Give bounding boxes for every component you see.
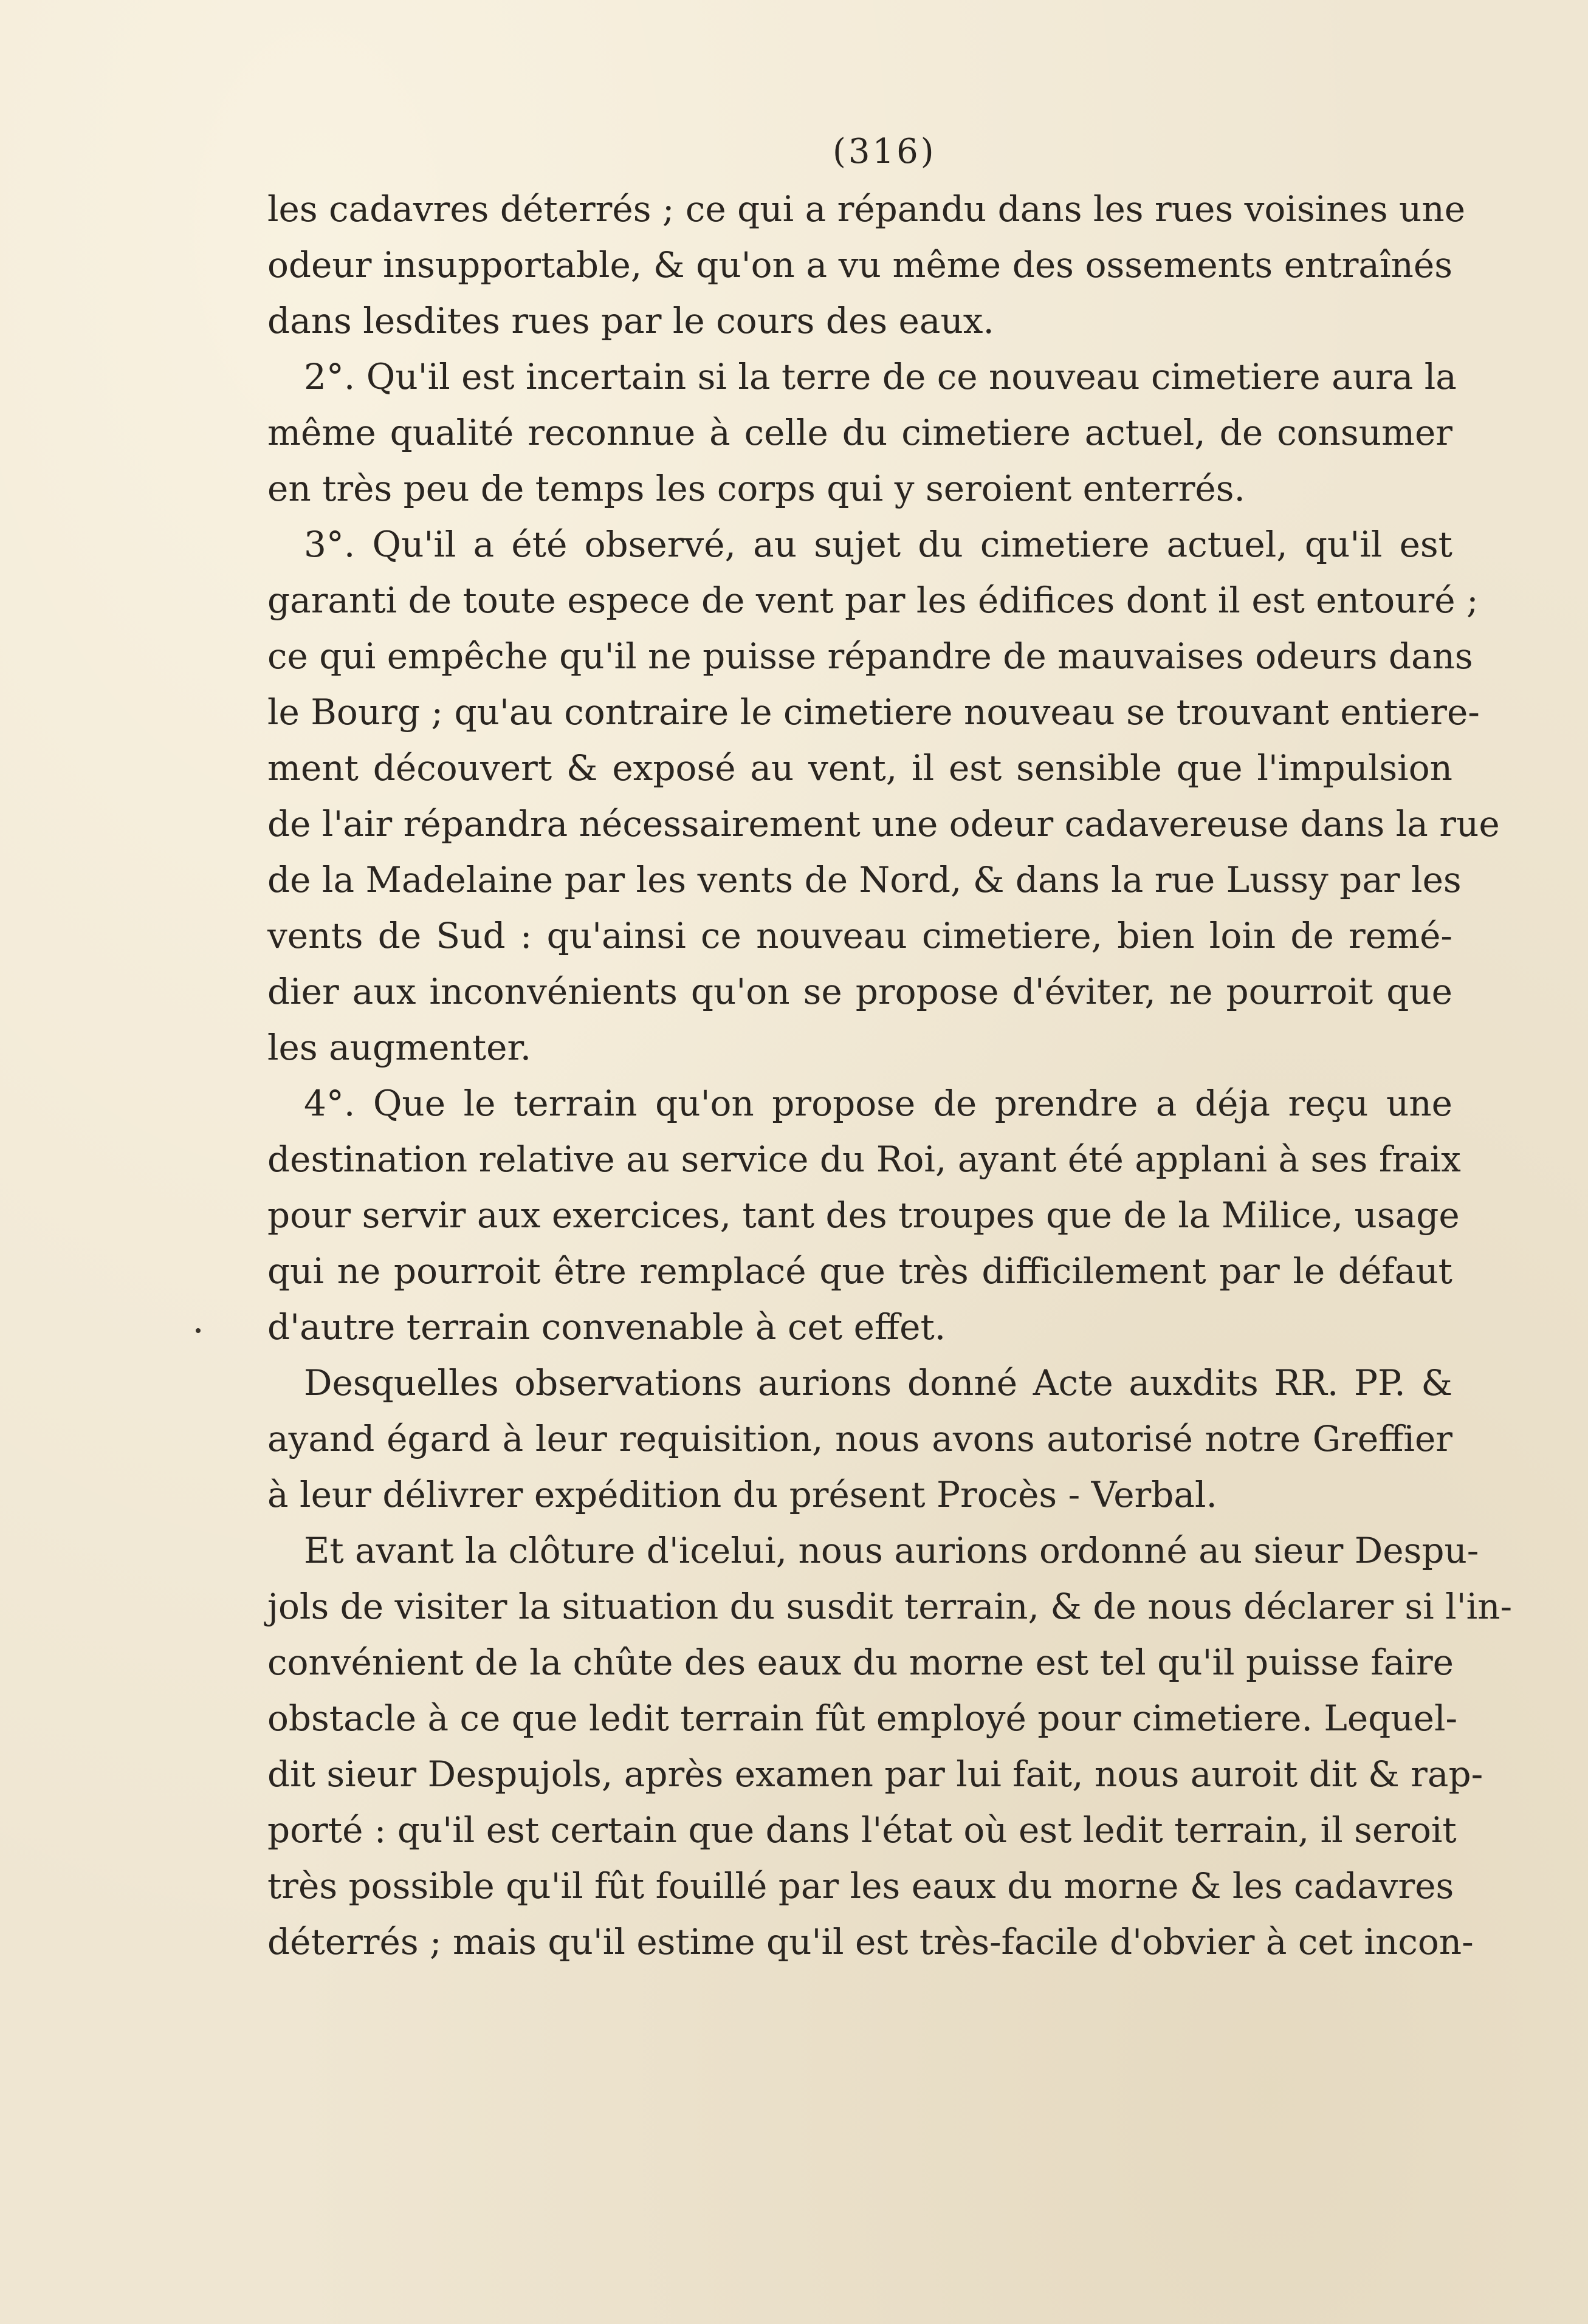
text-line: en très peu de temps les corps qui y seroient enterrés. [267, 468, 1245, 509]
text-line: 4°. Que le terrain qu'on propose de prendre a déja reçu une [304, 1083, 1452, 1124]
text-line: 2°. Qu'il est incertain si la terre de ce nouveau cimetiere aura la [304, 356, 1457, 397]
text-line: dit sieur Despujols, après examen par lui fait, nous auroit dit & rap- [267, 1753, 1483, 1795]
text-line: très possible qu'il fût fouillé par les eaux du morne & les cadavres [267, 1865, 1454, 1907]
text-line: d'autre terrain convenable à cet effet. [267, 1306, 946, 1348]
text-line: 3°. Qu'il a été observé, au sujet du cimetiere actuel, qu'il est [304, 524, 1452, 565]
body-text [267, 181, 1513, 1970]
text-line: garanti de toute espece de vent par les édifices dont il est entouré ; [267, 580, 1479, 621]
text-line: ment découvert & exposé au vent, il est sensible que l'impulsion [267, 747, 1452, 789]
text-line: même qualité reconnue à celle du cimetiere actuel, de consumer [267, 412, 1452, 453]
text-line: de l'air répandra nécessairement une odeur cadavereuse dans la rue [267, 803, 1500, 845]
text-line: porté : qu'il est certain que dans l'état où est ledit terrain, il seroit [267, 1809, 1457, 1851]
text-line: les cadavres déterrés ; ce qui a répandu dans les rues voisines une [267, 188, 1466, 230]
text-line: jols de visiter la situation du susdit terrain, & de nous déclarer si l'in- [267, 1586, 1513, 1627]
text-line: les augmenter. [267, 1027, 532, 1068]
text-line: déterrés ; mais qu'il estime qu'il est très-facile d'obvier à cet incon- [267, 1921, 1474, 1962]
text-line: pour servir aux exercices, tant des troupes que de la Milice, usage [267, 1195, 1460, 1236]
page-number: (316) [833, 132, 937, 171]
text-line: le Bourg ; qu'au contraire le cimetiere nouveau se trouvant entiere- [267, 691, 1480, 733]
text-line: ce qui empêche qu'il ne puisse répandre de mauvaises odeurs dans [267, 636, 1473, 677]
text-line: à leur délivrer expédition du présent Procès - Verbal. [267, 1474, 1217, 1515]
text-line: vents de Sud : qu'ainsi ce nouveau cimetiere, bien loin de remé- [267, 915, 1452, 956]
text-line: Et avant la clôture d'icelui, nous aurions ordonné au sieur Despu- [304, 1530, 1479, 1571]
text-line: de la Madelaine par les vents de Nord, & dans la rue Lussy par les [267, 859, 1462, 900]
text-line: dans lesdites rues par le cours des eaux. [267, 300, 994, 341]
margin-ink-dot [196, 1328, 201, 1333]
text-line: destination relative au service du Roi, ayant été applani à ses fraix [267, 1139, 1461, 1180]
text-line: convénient de la chûte des eaux du morne est tel qu'il puisse faire [267, 1642, 1454, 1683]
text-line: ayand égard à leur requisition, nous avons autorisé notre Greffier [267, 1418, 1452, 1459]
text-line: odeur insupportable, & qu'on a vu même des ossements entraînés [267, 244, 1452, 286]
text-line: obstacle à ce que ledit terrain fût employé pour cimetiere. Lequel- [267, 1698, 1458, 1739]
text-line: qui ne pourroit être remplacé que très difficilement par le défaut [267, 1250, 1452, 1292]
text-line: dier aux inconvénients qu'on se propose d'éviter, ne pourroit que [267, 971, 1452, 1012]
text-line: Desquelles observations aurions donné Acte auxdits RR. PP. & [304, 1362, 1452, 1404]
